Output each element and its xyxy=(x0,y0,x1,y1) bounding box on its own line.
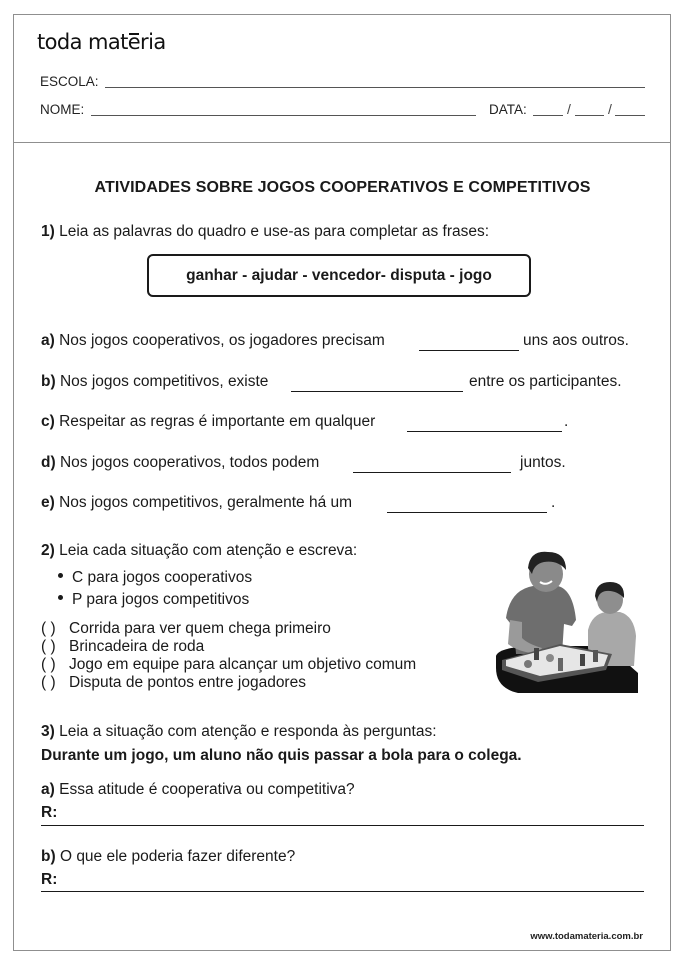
item-letter: b) xyxy=(41,848,56,865)
game-piece xyxy=(593,650,598,662)
board-game-illustration xyxy=(488,548,646,698)
option-row xyxy=(41,674,306,692)
item-c-after: . xyxy=(564,413,569,430)
item-letter: c) xyxy=(41,413,55,430)
page-title: ATIVIDADES SOBRE JOGOS COOPERATIVOS E COMPETITIVOS xyxy=(94,179,591,196)
option-row xyxy=(41,620,331,638)
item-e-after: . xyxy=(551,494,556,511)
answer-a-line[interactable] xyxy=(41,825,644,826)
item-letter: e) xyxy=(41,494,55,511)
q1-item-c xyxy=(41,413,375,431)
option-text: Corrida para ver quem chega primeiro xyxy=(69,620,331,637)
bullet-icon xyxy=(58,595,63,600)
item-text: Respeitar as regras é importante em qualquer xyxy=(59,413,376,430)
page-frame xyxy=(13,14,671,951)
q2-prompt-text: Leia cada situação com atenção e escreva: xyxy=(59,542,358,559)
date-separator: / xyxy=(608,101,612,117)
game-piece xyxy=(580,654,585,666)
footer-website: www.todamateria.com.br xyxy=(530,931,643,942)
game-piece xyxy=(546,654,554,662)
legend-item-c xyxy=(58,569,252,587)
game-piece xyxy=(534,648,539,660)
item-question: Essa atitude é cooperativa ou competitiva? xyxy=(59,781,355,798)
date-day-line[interactable] xyxy=(533,115,563,116)
date-month-line[interactable] xyxy=(575,115,604,116)
name-label: NOME: xyxy=(40,102,85,117)
answer-checkbox[interactable]: ( ) xyxy=(41,620,56,637)
blank-b[interactable] xyxy=(291,391,463,392)
item-letter: b) xyxy=(41,373,56,390)
word-bank-text: ganhar - ajudar - vencedor- disputa - jogo xyxy=(186,266,492,284)
blank-d[interactable] xyxy=(353,472,511,473)
date-year-line[interactable] xyxy=(615,115,645,116)
option-row xyxy=(41,638,204,656)
item-letter: a) xyxy=(41,332,55,349)
date-separator: / xyxy=(567,101,571,117)
blank-a[interactable] xyxy=(419,350,519,351)
blank-c[interactable] xyxy=(407,431,562,432)
answer-label: R: xyxy=(41,804,58,821)
q1-item-d xyxy=(41,454,319,472)
logo-text-end: ria xyxy=(140,30,166,54)
item-letter: d) xyxy=(41,454,56,471)
q1-prompt xyxy=(41,223,489,241)
item-text: Nos jogos cooperativos, os jogadores precisam xyxy=(59,332,385,349)
item-text: Nos jogos competitivos, existe xyxy=(59,373,269,390)
q2-number: 2) xyxy=(41,542,55,559)
item-a-after: uns aos outros. xyxy=(523,332,629,349)
q3-item-b xyxy=(41,848,295,866)
q1-item-e xyxy=(41,494,352,512)
game-piece xyxy=(558,658,563,671)
answer-checkbox[interactable]: ( ) xyxy=(41,656,56,673)
item-d-after: juntos. xyxy=(520,454,566,471)
legend-item-p xyxy=(58,591,249,609)
school-label: ESCOLA: xyxy=(40,74,99,89)
answer-b-line[interactable] xyxy=(41,891,644,892)
q2-prompt xyxy=(41,542,357,560)
answer-checkbox[interactable]: ( ) xyxy=(41,638,56,655)
item-letter: a) xyxy=(41,781,55,798)
blank-e[interactable] xyxy=(387,512,547,513)
q1-item-a xyxy=(41,332,385,350)
item-question: O que ele poderia fazer diferente? xyxy=(59,848,296,865)
q1-prompt-text: Leia as palavras do quadro e use-as para completar as frases: xyxy=(59,223,490,240)
q3-number: 3) xyxy=(41,723,55,740)
bullet-icon xyxy=(58,573,63,578)
q1-number: 1) xyxy=(41,223,55,240)
q3-prompt xyxy=(41,723,437,741)
legend-text: P para jogos competitivos xyxy=(72,591,250,608)
q3-prompt-text: Leia a situação com atenção e responda às perguntas: xyxy=(59,723,437,740)
answer-checkbox[interactable]: ( ) xyxy=(41,674,56,691)
school-input-line[interactable] xyxy=(105,87,645,88)
item-text: Nos jogos competitivos, geralmente há um xyxy=(59,494,353,511)
name-input-line[interactable] xyxy=(91,115,476,116)
option-text: Jogo em equipe para alcançar um objetivo comum xyxy=(69,656,417,673)
date-label: DATA: xyxy=(489,102,527,117)
game-piece xyxy=(524,660,532,668)
answer-label: R: xyxy=(41,871,58,888)
logo-accent: e xyxy=(127,30,141,54)
legend-text: C para jogos cooperativos xyxy=(72,569,253,586)
logo-text: toda mat xyxy=(37,30,128,54)
header-divider xyxy=(13,142,671,143)
q3-item-a xyxy=(41,781,355,799)
item-b-after: entre os participantes. xyxy=(469,373,622,390)
item-text: Nos jogos cooperativos, todos podem xyxy=(59,454,320,471)
option-row xyxy=(41,656,416,674)
option-text: Brincadeira de roda xyxy=(69,638,205,655)
word-bank-box xyxy=(147,254,531,297)
logo xyxy=(37,30,166,54)
option-text: Disputa de pontos entre jogadores xyxy=(69,674,306,691)
q3-scenario: Durante um jogo, um aluno não quis passar a bola para o colega. xyxy=(41,747,522,764)
q1-item-b xyxy=(41,373,268,391)
